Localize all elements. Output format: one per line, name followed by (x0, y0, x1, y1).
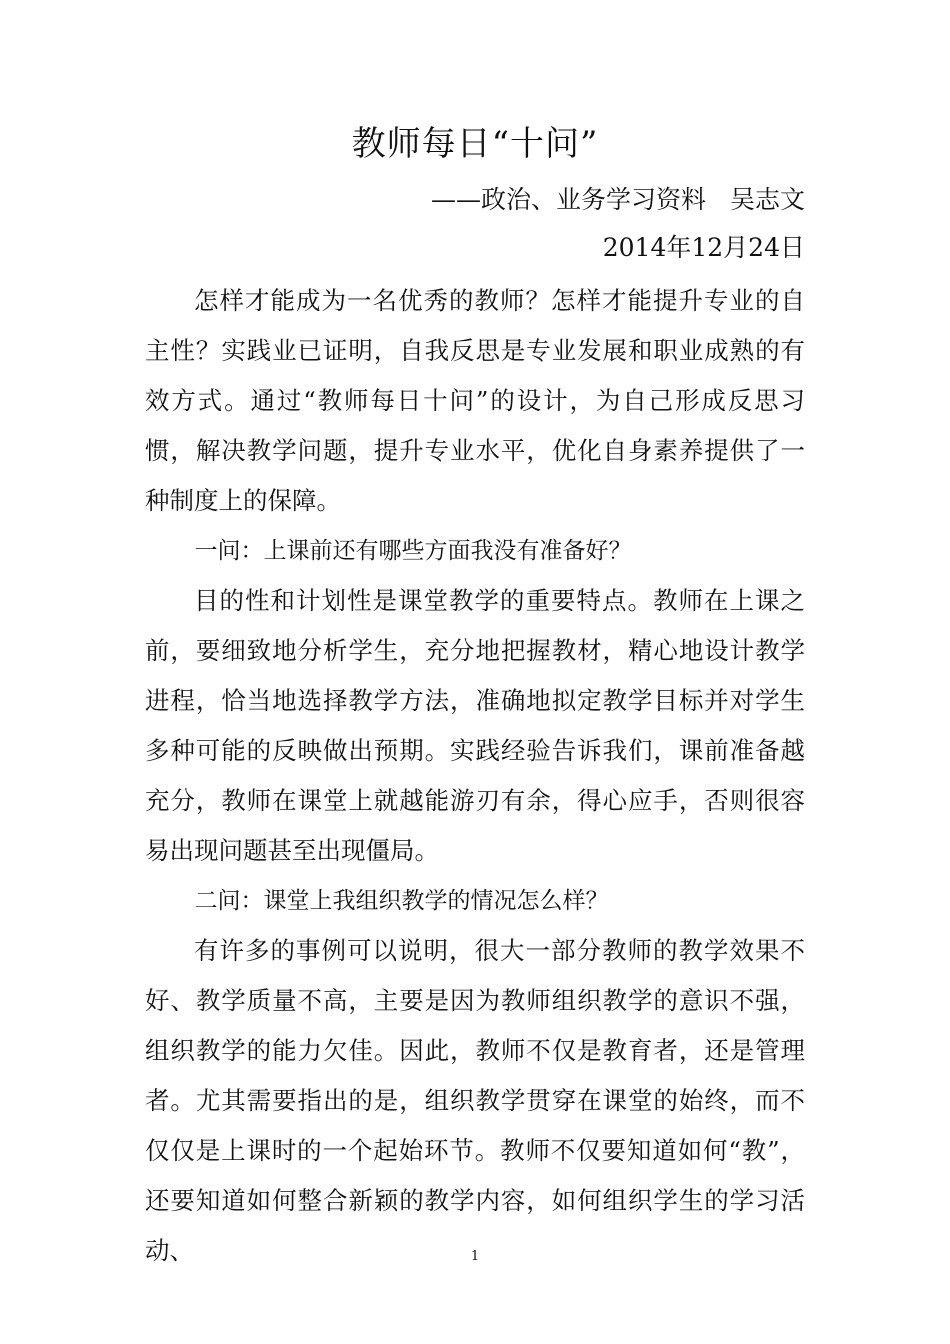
document-title: 教师每日“十问” (351, 124, 599, 164)
document-body (145, 276, 805, 1276)
subtitle-text: ——政治、业务学习资料 (430, 185, 706, 214)
author-name: 吴志文 (729, 185, 805, 214)
intro-paragraph: 怎样才能成为一名优秀的教师？怎样才能提升专业的自主性？实践业已证明，自我反思是专业发展和职业成熟的有效方式。通过“教师每日十问”的设计，为自己形成反思习惯，解决教学问题，提升专业水平，优化自身素养提供了一种制度上的保障。 (145, 286, 805, 515)
page-number: 1 (470, 1249, 480, 1264)
document-date: 2014年12月24日 (602, 233, 805, 262)
document-subtitle (431, 182, 805, 218)
section-heading-2: 二问：课堂上我组织教学的情况怎么样？ (194, 888, 609, 914)
section-heading-1: 一问：上课前还有哪些方面我没有准备好？ (194, 538, 632, 564)
section-paragraph-2: 有许多的事例可以说明，很大一部分教师的教学效果不好、教学质量不高，主要是因为教师组织教学的意识不强，组织教学的能力欠佳。因此，教师不仅是教育者，还是管理者。尤其需要指出的是，组织教学贯穿在课堂的始终，而不仅仅是上课时的一个起始环节。教师不仅要知道如何“教”，还要知道如何整合新颖的教学内容，如何组织学生的学习活动、 (145, 936, 805, 1265)
section-paragraph-1: 目的性和计划性是课堂教学的重要特点。教师在上课之前，要细致地分析学生，充分地把握教材，精心地设计教学进程，恰当地选择教学方法，准确地拟定教学目标并对学生多种可能的反映做出预期。实践经验告诉我们，课前准备越充分，教师在课堂上就越能游刃有余，得心应手，否则很容易出现问题甚至出现僵局。 (145, 586, 805, 865)
